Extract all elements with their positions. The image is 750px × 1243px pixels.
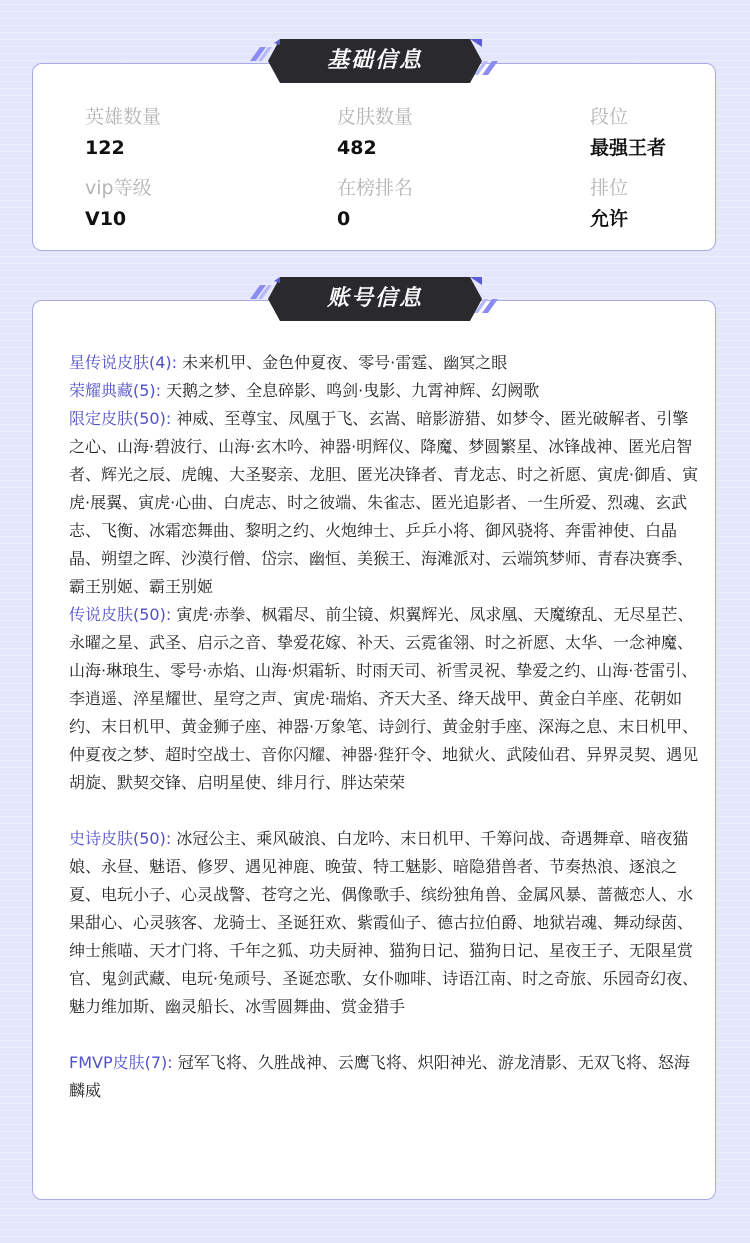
skin-names: 未来机甲、金色仲夏夜、零号·雷霆、幽冥之眼 xyxy=(182,353,508,372)
stat-value: 122 xyxy=(85,137,125,159)
stat-label: 英雄数量 xyxy=(85,106,162,128)
section-banner-account xyxy=(248,277,502,321)
stat-label: 在榜排名 xyxy=(337,177,414,199)
stat-label: 皮肤数量 xyxy=(337,106,414,128)
skin-names: 冰冠公主、乘风破浪、白龙吟、末日机甲、千筹问战、奇遇舞章、暗夜猫娘、永昼、魅语、修罗、遇见神鹿、晚萤、特工魅影、暗隐猎兽者、节奏热浪、逐浪之夏、电玩小子、心灵战警、苍穹之光、偶像歌手、缤纷独角兽、金属风暴、蔷薇恋人、水果甜心、心灵骇客、龙骑士、圣诞狂欢、紫霞仙子、德古拉伯爵、地狱岩魂、舞动绿茵、绅士熊喵、天才门将、千年之狐、功夫厨神、猫狗日记、猫狗日记、星夜王子、无限星赏官、鬼剑武藏、电玩·兔顽号、圣诞恋歌、女仆咖啡、诗语江南、时之奇旅、乐园奇幻夜、魅力维加斯、幽灵船长、冰雪圆舞曲、赏金猎手 xyxy=(69,829,699,1016)
stat-leaderboard-rank xyxy=(337,175,537,232)
stat-vip-level xyxy=(85,175,285,232)
skin-section-limited xyxy=(69,405,699,601)
stat-value: V10 xyxy=(85,208,127,230)
stat-hero-count xyxy=(85,104,285,161)
section-banner-basic xyxy=(248,39,502,83)
skin-section-legend xyxy=(69,601,699,797)
stat-value: 482 xyxy=(337,137,377,159)
stat-label: 排位 xyxy=(590,177,629,199)
stat-rank-tier xyxy=(590,104,710,161)
section-title: 基础信息 xyxy=(326,48,423,73)
skin-category-label: FMVP皮肤(7): xyxy=(69,1053,173,1072)
skin-names: 寅虎·赤拳、枫霜尽、前尘镜、炽翼辉光、凤求凰、天魔缭乱、无尽星芒、永曜之星、武圣、启示之音、挚爱花嫁、补天、云霓雀翎、时之祈愿、太华、一念神魔、山海·琳琅生、零号·赤焰、山海·炽霜斩、时雨天司、祈雪灵祝、挚爱之约、山海·苍雷引、李逍遥、淬星耀世、星穹之声、寅虎·瑞焰、齐天大圣、绛天战甲、黄金白羊座、花朝如约、末日机甲、黄金狮子座、神器·万象笔、诗剑行、黄金射手座、深海之息、末日机甲、仲夏夜之梦、超时空战士、音你闪耀、神器·狴犴令、地狱火、武陵仙君、异界灵契、遇见胡旋、默契交锋、启明星使、绯月行、胖达荣荣 xyxy=(69,605,699,792)
skin-names: 冠军飞将、久胜战神、云鹰飞将、炽阳神光、游龙清影、无双飞将、怒海麟威 xyxy=(69,1053,690,1100)
skin-section-epic xyxy=(69,825,699,1021)
skin-section-fmvp xyxy=(69,1049,699,1105)
account-info-card xyxy=(32,300,716,1200)
skin-category-label: 史诗皮肤(50): xyxy=(69,829,172,848)
stat-skin-count xyxy=(337,104,537,161)
skin-names: 天鹅之梦、全息碎影、鸣剑·曳影、九霄神辉、幻阙歌 xyxy=(166,381,540,400)
stat-label: 段位 xyxy=(590,106,629,128)
skin-category-label: 传说皮肤(50): xyxy=(69,605,172,624)
skin-category-label: 荣耀典藏(5): xyxy=(69,381,162,400)
skin-section-star-legend xyxy=(69,349,699,377)
skin-category-label: 星传说皮肤(4): xyxy=(69,353,178,372)
stat-value: 最强王者 xyxy=(590,137,667,159)
skin-list xyxy=(69,349,699,1105)
stat-ranked-allowed xyxy=(590,175,710,232)
stat-label: vip等级 xyxy=(85,177,152,199)
skin-names: 神威、至尊宝、凤凰于飞、玄嵩、暗影游猎、如梦令、匿光破解者、引擎之心、山海·碧波行、山海·玄木吟、神器·明辉仪、降魔、梦圆繁星、冰锋战神、匿光启智者、辉光之辰、虎魄、大圣娶亲、龙胆、匿光决锋者、青龙志、时之祈愿、寅虎·御盾、寅虎·展翼、寅虎·心曲、白虎志、时之彼端、朱雀志、匿光追影者、一生所爱、烈魂、玄武志、飞衡、冰霜恋舞曲、黎明之约、火炮绅士、乒乒小将、御风骁将、奔雷神使、白晶晶、朔望之晖、沙漠行僧、岱宗、幽恒、美猴王、海滩派对、云端筑梦师、青春决赛季、霸王别姬、霸王别姬 xyxy=(69,409,699,596)
basic-info-card xyxy=(32,63,716,251)
stat-value: 0 xyxy=(337,208,351,230)
section-title: 账号信息 xyxy=(326,286,423,311)
skin-category-label: 限定皮肤(50): xyxy=(69,409,172,428)
skin-section-glory-collection xyxy=(69,377,699,405)
stat-value: 允许 xyxy=(590,208,629,230)
